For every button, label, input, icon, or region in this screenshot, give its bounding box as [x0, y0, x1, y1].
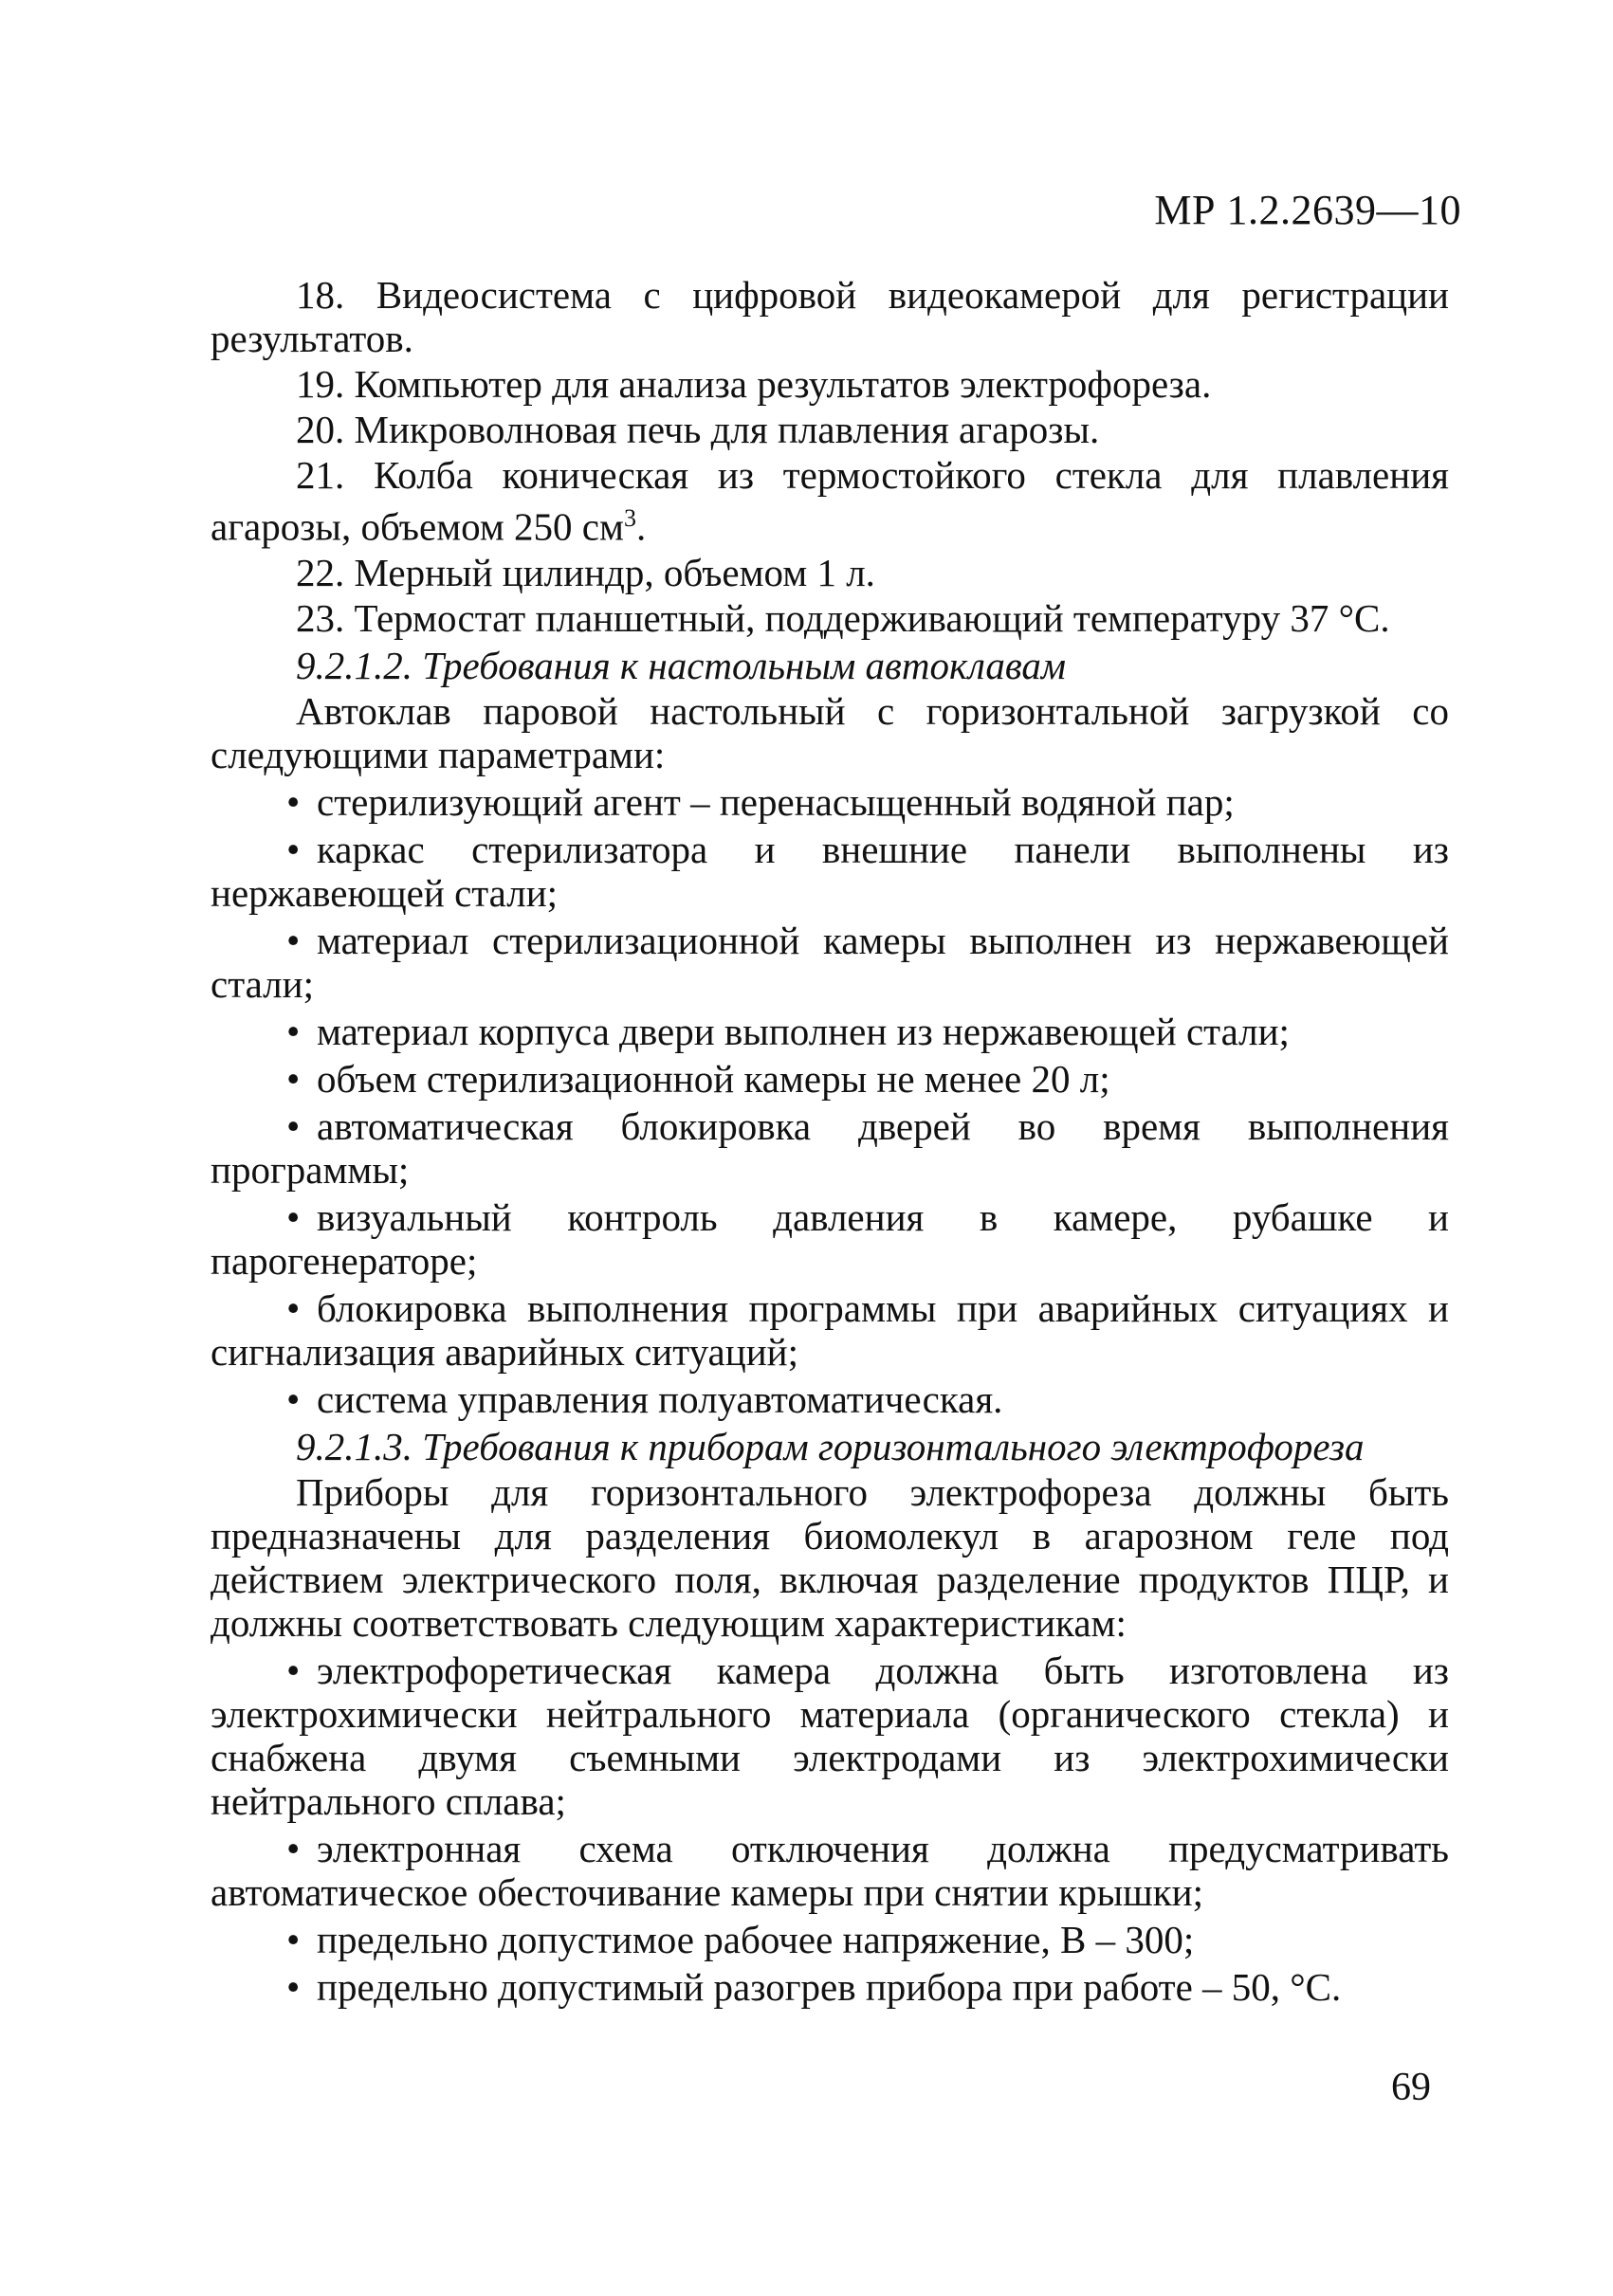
bullet-icon: • — [286, 1056, 301, 1101]
bullet-text: предельно допустимое рабочее напряжение, В – 300; — [317, 1917, 1195, 1961]
bullet-text: система управления полуавтоматическая. — [317, 1376, 1003, 1421]
bullet-icon: • — [286, 1917, 301, 1961]
autoclave-bullet — [211, 1377, 1449, 1421]
bullet-text: предельно допустимый разогрев прибора при работе – 50, °С. — [317, 1964, 1342, 2009]
bullet-icon: • — [286, 1648, 301, 1692]
autoclave-intro: Автоклав паровой настольный с горизонтальной загрузкой со следующими параметрами: — [211, 688, 1449, 776]
bullet-icon: • — [286, 827, 301, 871]
bullet-icon: • — [286, 1194, 301, 1239]
bullet-text: стерилизующий агент – перенасыщенный водяной пар; — [317, 779, 1235, 824]
bullet-icon: • — [286, 1826, 301, 1870]
electrophoresis-bullet — [211, 1918, 1449, 1961]
electrophoresis-bullet — [211, 1649, 1449, 1823]
bullet-icon: • — [286, 918, 301, 962]
electrophoresis-bullet — [211, 1827, 1449, 1914]
bullet-text: каркас стерилизатора и внешние панели выполнены из нержавеющей стали; — [211, 827, 1449, 915]
autoclave-bullet — [211, 1195, 1449, 1283]
list-item-21-text: 21. Колба коническая из термостойкого стекла для плавления агарозы, объемом 250 см — [211, 453, 1449, 549]
bullet-icon: • — [286, 1009, 301, 1053]
autoclave-bullet — [211, 919, 1449, 1006]
list-item-22: 22. Мерный цилиндр, объемом 1 л. — [296, 550, 875, 594]
bullet-icon: • — [286, 779, 301, 824]
autoclave-bullet — [211, 1057, 1449, 1101]
electrophoresis-heading: 9.2.1.3. Требования к приборам горизонтального электрофореза — [296, 1424, 1365, 1468]
bullet-text: объем стерилизационной камеры не менее 20 л; — [317, 1056, 1110, 1101]
autoclave-heading: 9.2.1.2. Требования к настольным автоклавам — [296, 643, 1067, 687]
list-item-21 — [211, 453, 1449, 549]
bullet-icon: • — [286, 1964, 301, 2009]
autoclave-bullet — [211, 1010, 1449, 1053]
list-item-20: 20. Микроволновая печь для плавления агарозы. — [296, 408, 1100, 451]
document-code: МР 1.2.2639—10 — [1154, 187, 1461, 233]
page-number: 69 — [1391, 2066, 1431, 2109]
electrophoresis-bullet — [211, 1965, 1449, 2009]
bullet-text: блокировка выполнения программы при аварийных ситуациях и сигнализация аварийных ситуаций; — [211, 1285, 1449, 1374]
bullet-text: материал корпуса двери выполнен из нержавеющей стали; — [317, 1009, 1290, 1053]
page-body — [211, 273, 1449, 2013]
list-item-21-end: . — [635, 504, 647, 549]
list-item-23: 23. Термостат планшетный, поддерживающий температуру 37 °С. — [296, 595, 1390, 640]
electrophoresis-intro: Приборы для горизонтального электрофореза должны быть предназначены для разделения биомолекул в агарозном геле под действием электрического поля, включая разделение продуктов ПЦР, и должны соответствовать следующим характеристикам: — [211, 1469, 1449, 1645]
autoclave-bullet — [211, 1104, 1449, 1192]
bullet-icon: • — [286, 1285, 301, 1330]
bullet-text: электронная схема отключения должна предусматривать автоматическое обесточивание камеры при снятии крышки; — [211, 1826, 1449, 1914]
bullet-text: автоматическая блокировка дверей во время выполнения программы; — [211, 1103, 1449, 1192]
bullet-icon: • — [286, 1103, 301, 1148]
bullet-text: материал стерилизационной камеры выполнен из нержавеющей стали; — [211, 918, 1449, 1006]
bullet-icon: • — [286, 1376, 301, 1421]
autoclave-bullet — [211, 1286, 1449, 1374]
list-item-18: 18. Видеосистема с цифровой видеокамерой для регистрации результатов. — [211, 273, 1449, 360]
autoclave-bullet — [211, 780, 1449, 824]
bullet-text: электрофоретическая камера должна быть изготовлена из электрохимически нейтрального материала (органического стекла) и снабжена двумя съемными электродами из электрохимически нейтрального сплава; — [211, 1648, 1449, 1823]
autoclave-bullet — [211, 828, 1449, 915]
bullet-text: визуальный контроль давления в камере, рубашке и парогенераторе; — [211, 1194, 1449, 1283]
superscript-3: 3 — [623, 504, 636, 532]
list-item-19: 19. Компьютер для анализа результатов электрофореза. — [296, 362, 1212, 406]
